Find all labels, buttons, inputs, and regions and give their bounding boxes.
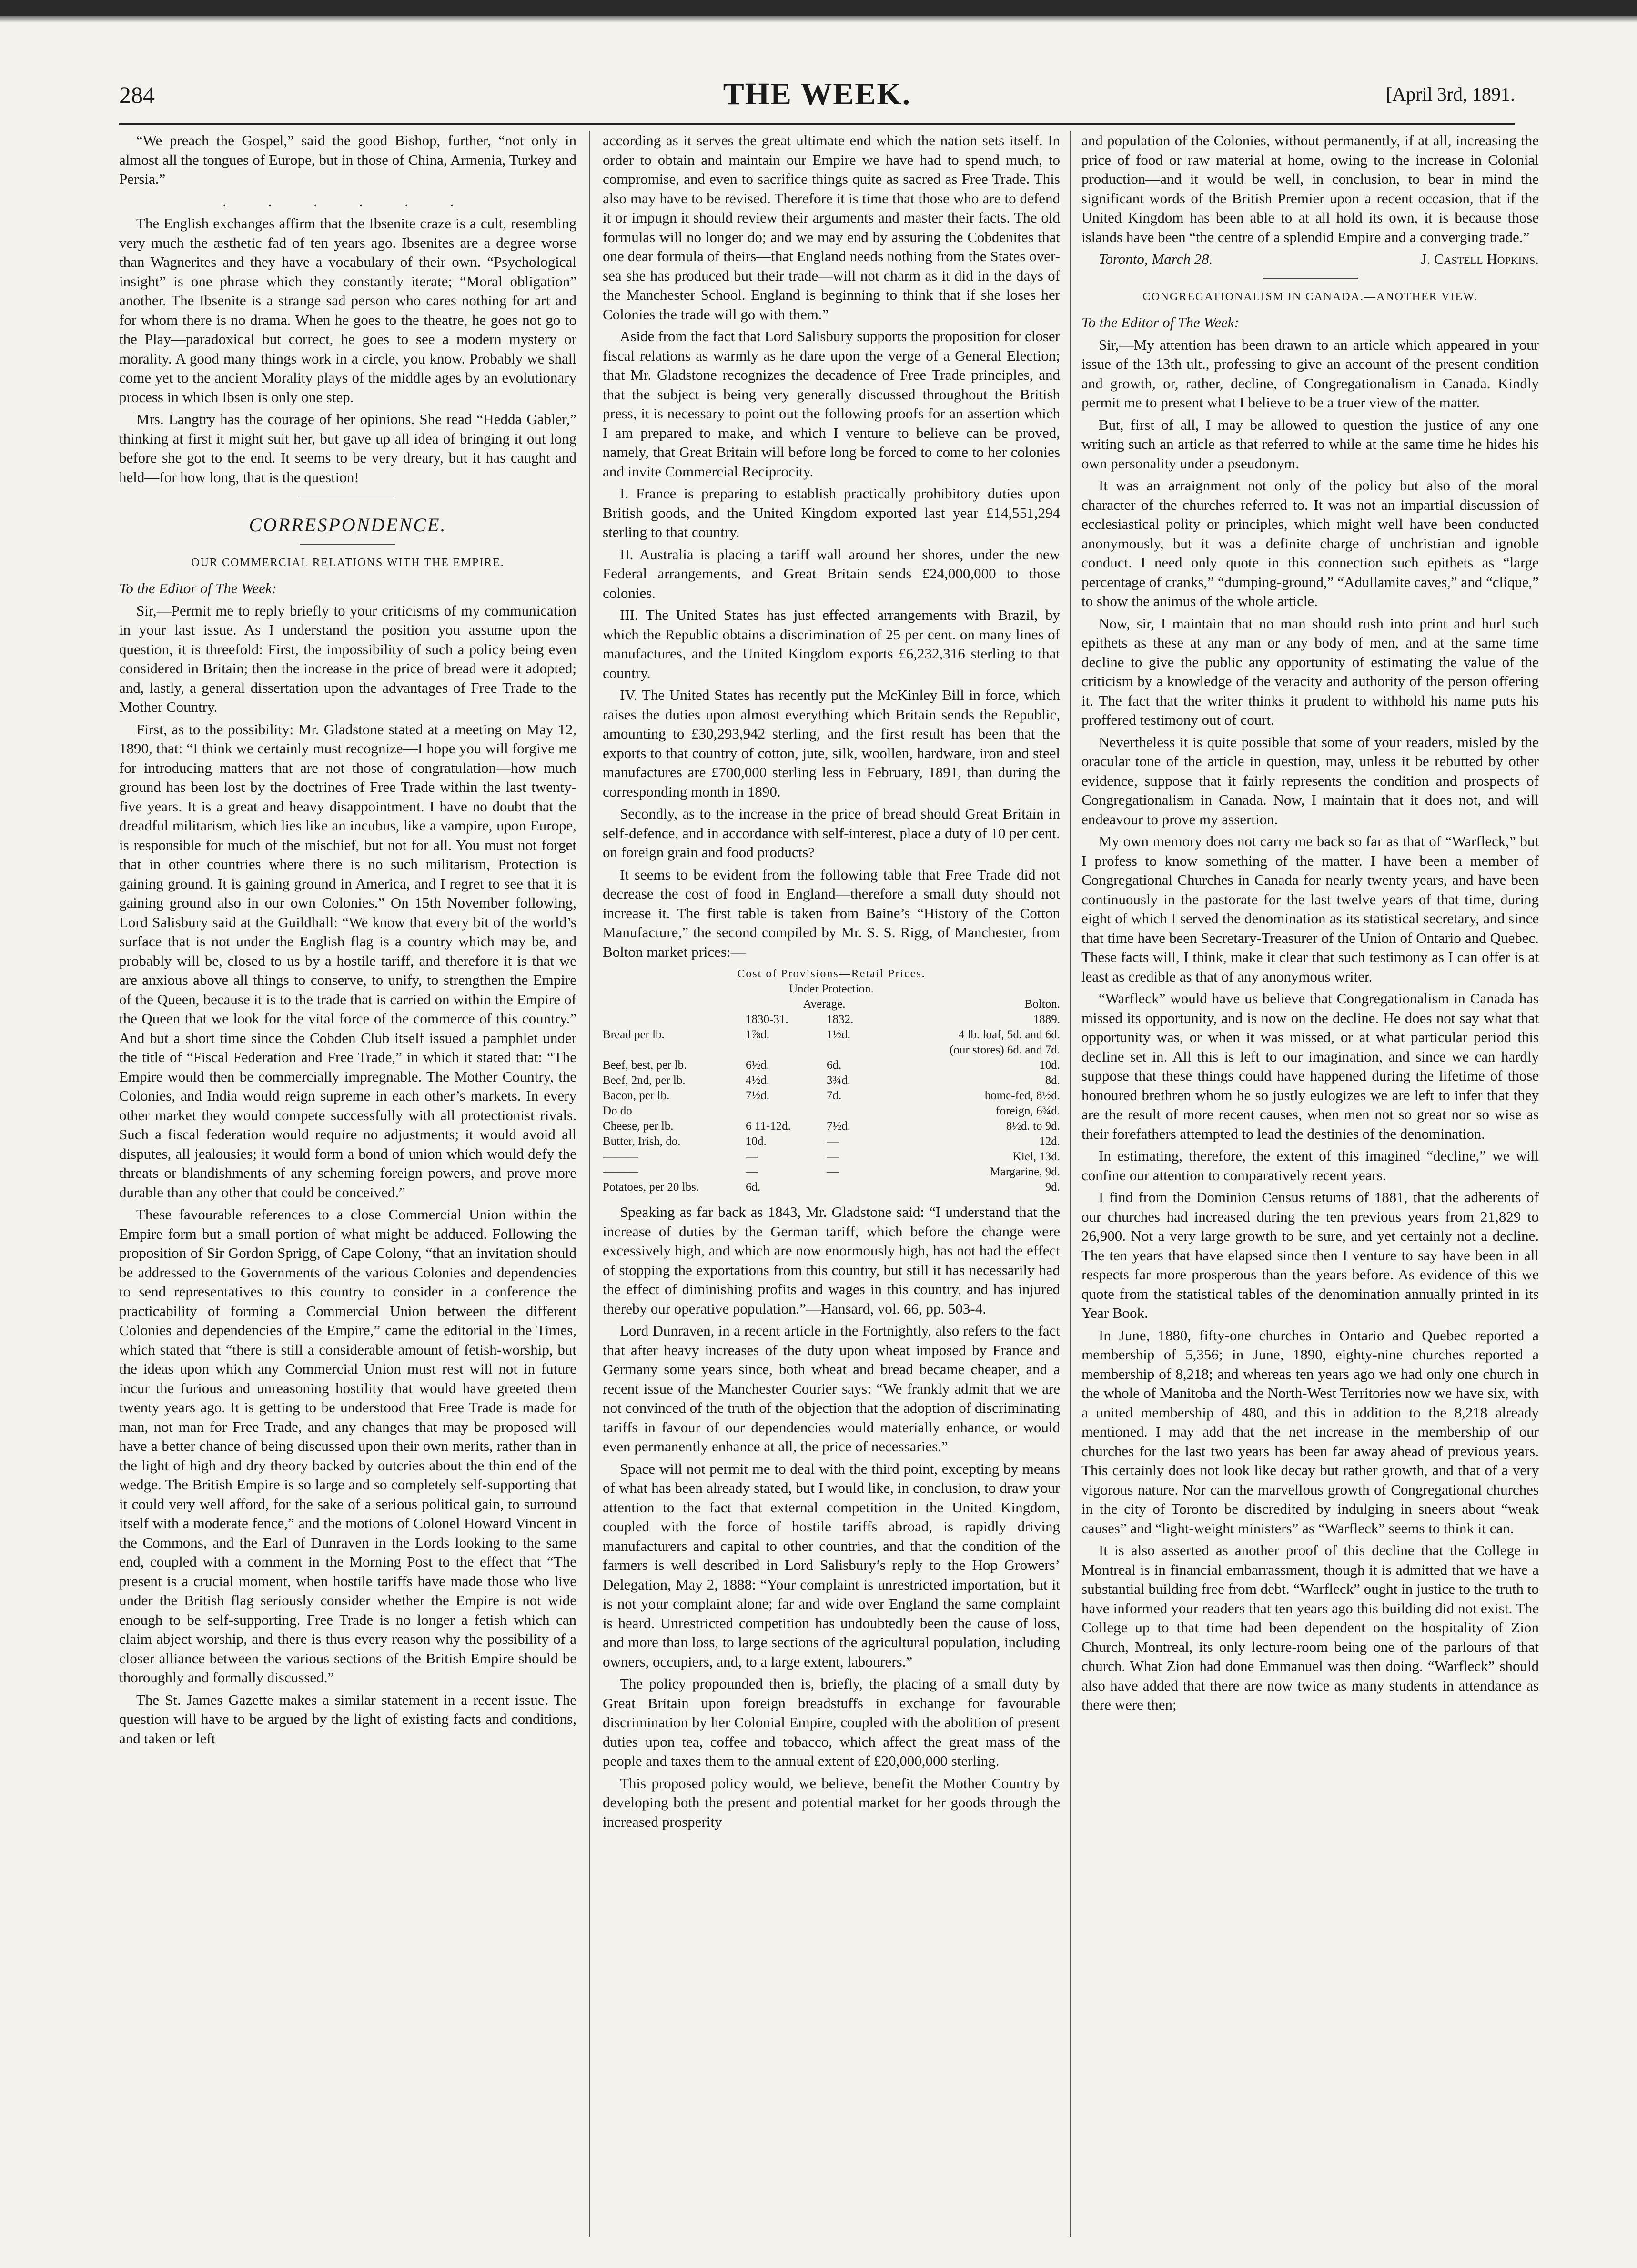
table-cell: Do do <box>603 1104 632 1117</box>
letter-paragraph: Nevertheless it is quite possible that some of your readers, misled by the oracular tone of the article in question, may, unless it be rebutted by other evidence, suppose that it fairly represents the condition and prospects of Congregationalism in Canada. Now, I maintain that it does not, and will endeavour to prove my assertion. <box>1081 733 1539 828</box>
bolton-header: Bolton. <box>1024 998 1060 1011</box>
letter-paragraph: according as it serves the great ultimate end which the nation sets itself. In order to obtain and maintain our Empire we have had to spend much, to compromise, and even to sacrifice things quite as sacred as Free Trade. This also may have to be revised. Therefore it is time that those who are to defend it or impugn it should review their arguments and master their facts. The old formulas will no longer do; and we may end by assuring the Cobdenites that one dear formula of theirs—that England needs nothing from the States over-sea she has produced but their trade—will not charm as it did in the days of the Manchester School. England is beginning to think that if she loses her Colonies the trade will go with them.” <box>603 132 1060 323</box>
letter-paragraph: This proposed policy would, we believe, benefit the Mother Country by developing both the present and potential market for her goods through the increased prosperity <box>603 1774 1060 1830</box>
table-cell: — <box>827 1135 839 1148</box>
table-cell: Bacon, per lb. <box>603 1089 670 1102</box>
table-cell <box>746 1043 827 1058</box>
table-cell: foreign, 6¾d. <box>996 1104 1060 1117</box>
letter-paragraph: Lord Dunraven, in a recent article in the Fortnightly, also refers to the fact that after heavy increases of the duty upon wheat imposed by France and Germany some years since, both wheat and bread became cheaper, and a recent issue of the Manchester Courier says: “We frankly admit that we are not convinced of the truth of the objection that the adoption of discriminating tariffs in favour of our dependencies would materially enhance, or would even permanently enhance at all, the price of necessaries.” <box>603 1322 1060 1455</box>
table-cell: — <box>746 1165 758 1178</box>
table-cell: 7d. <box>827 1089 842 1102</box>
table-row <box>603 1073 1060 1088</box>
header-rule <box>119 123 1515 125</box>
ibsen-paragraph: The English exchanges affirm that the Ibsenite craze is a cult, resembling very much the æsthetic fad of ten years ago. Ibsenites are a degree worse than Wagnerites and they have a vocabulary of their own. “Psychological insight” is one phrase which they constantly iterate; “Moral obligation” another. The Ibsenite is a strange sad person who cares nothing for art and for whom there is no drama. When he goes to the theatre, he goes not go to the Play—paradoxical but correct, he goes to see a modern mystery or morality. A good many things work in a circle, you know. Probably we shall come yet to the ancient Morality plays of the middle ages by an evolutionary process in which Ibsen is only one step. <box>119 215 576 405</box>
letter-paragraph: The policy propounded then is, briefly, the placing of a small duty by Great Britain upon foreign breadstuffs in exchange for favourable discrimination by her Colonial Empire, coupled with the abolition of present duties upon tea, coffee and tobacco, which affect the great mass of the people and taxes them to the annual extent of £20,000,000 sterling. <box>603 1675 1060 1769</box>
table-cell: 10d. <box>746 1135 767 1148</box>
table-cell <box>827 1104 903 1119</box>
letter-title: CONGREGATIONALISM IN CANADA.—ANOTHER VIEW. <box>1142 290 1478 303</box>
letter-paragraph: Sir,—Permit me to reply briefly to your criticisms of my communication in your last issue. As I understand the position you assume upon the question, it is threefold: First, the impossibility of such a policy being even considered in Britain; then the increase in the price of bread were it adopted; and, lastly, a general dissertation upon the advantages of Free Trade to the Mother Country. <box>119 602 576 715</box>
table-cell: 10d. <box>1039 1059 1060 1072</box>
letter-paragraph: III. The United States has just effected arrangements with Brazil, by which the Republic obtains a discrimination of 25 per cent. on many lines of manufactures, and the United Kingdom exports £6,232,316 sterling to that country. <box>603 607 1060 681</box>
letter-paragraph: It was an arraignment not only of the policy but also of the moral character of the churches referred to. It was not an impartial discussion of ecclesiastical polity or principles, which might well have been conducted anonymously, but it was a definite charge of unchristian and ignoble conduct. I need only quote in this connection such epithets as “large percentage of cranks,” “dumping-ground,” “Adullamite caves,” and “clique,” to show the animus of the whole article. <box>1081 477 1539 609</box>
letter-paragraph: I. France is preparing to establish practically prohibitory duties upon British goods, and the United Kingdom exported last year £14,551,294 sterling to that country. <box>603 485 1060 540</box>
letter-paragraph: In June, 1880, fifty-one churches in Ontario and Quebec reported a membership of 5,356; in June, 1890, eighty-nine churches reported a membership of 8,218; and whereas ten years ago we had only one church in the whole of Manitoba and the North-West Territories now we have six, with a united membership of 480, and this in addition to the 8,218 already mentioned. I may add that the net increase in the membership of our churches for the last two years has been far away ahead of previous years. This certainly does not look like decay but rather growth, and that of a very vigorous nature. Nor can the marvellous growth of Congregational churches in the city of Toronto be discredited by indulging in sneers about “weak causes” and “light-weight ministers” as “Warfleck” seems to think it can. <box>1081 1326 1539 1537</box>
table-cell: 1⅞d. <box>746 1028 769 1041</box>
table-cell: 8½d. to 9d. <box>1006 1120 1060 1133</box>
langtry-paragraph: Mrs. Langtry has the courage of her opinions. She read “Hedda Gabler,” thinking at first it might suit her, but gave up all idea of bringing it out long before she got to the end. It seems to be very dreary, but it has caught and held—for how long, that is the question! <box>119 411 576 486</box>
letter-paragraph: The St. James Gazette makes a similar statement in a recent issue. The question will have to be argued by the light of existing facts and conditions, and taken or left <box>119 1691 576 1747</box>
letter-paragraph: “Warfleck” would have us believe that Congregationalism in Canada has missed its opportunity, and is now on the decline. He does not say what that opportunity was, or when it was missed, or at what particular period this decline set in. All this is left to our imagination, and since we can hardly suppose that these things could have happened during the lifetime of those honoured brethren whom he so justly eulogizes we are left to infer that they are the result of more recent causes, when men not so great nor so wise as their forefathers attempted to lead the destinies of the denomination. <box>1081 990 1539 1142</box>
salutation: To the Editor of The Week: <box>1081 314 1239 331</box>
table-row <box>603 1058 1060 1073</box>
table-cell: 12d. <box>1039 1135 1060 1148</box>
letter-paragraph: It is also asserted as another proof of this decline that the College in Montreal is in financial embarrassment, though it is admitted that we have a substantial building free from debt. “Warfleck” ought in justice to the truth to have informed your readers that ten years ago this building did not exist. The College up to that time had been dependent on the hospitality of Zion Church, Montreal, its only lecture-room being one of the parlours of that church. What Zion had done Emmanuel was then doing. “Warfleck” should also have added that there are now twice as many students in attendance as there were then; <box>1081 1542 1539 1713</box>
table-cell: 6½d. <box>746 1059 769 1072</box>
table-row <box>603 1104 1060 1119</box>
table-cell <box>603 1043 746 1058</box>
table-cell: — <box>827 1165 839 1178</box>
top-scan-fade <box>0 16 1637 23</box>
table-row <box>603 1134 1060 1149</box>
table-body <box>603 1027 1060 1195</box>
table-cell: 7½d. <box>746 1089 769 1102</box>
letter-paragraph: First, as to the possibility: Mr. Gladstone stated at a meeting on May 12, 1890, that: “I think we certainly must recognize—I hope you will forgive me for introducing matters that are not those of congratulation—how much ground has been lost by the doctrines of Free Trade within the last twenty-five years. It is a great and heavy disappointment. I have no doubt that the dreadful militarism, which lies like an incubus, like a vampire, upon Europe, is responsible for much of the mischief, but not for all. You must not forget that in other countries where there is no such militarism, Protection is gaining ground. It is gaining ground in America, and I regret to see that it is gaining ground also in our own Colonies.” On 15th November following, Lord Salisbury said at the Guildhall: “We know that every bit of the world’s surface that is not under the English flag is a country which may be, and probably will be, closed to us by a hostile tariff, and therefore it is that we are anxious above all things to conserve, to unify, to strengthen the Empire of the Queen, because it is to the trade that is carried on within the Empire of the Queen that we look for the vital force of the commerce of this country.” And but a short time since the Cobden Club itself issued a pamphlet under the title of “Fiscal Federation and Free Trade,” in which it stated that: “The Empire would then be commercially impregnable. The Mother Country, the Colonies, and India would reign supreme in each other’s markets. In every other market they would compete successfully with all protectionist rivals. Such a fiscal federation would require no adjustments; it would avoid all disputes, all jealousies; it would form a bond of union which would defy the threats or blandishments of any scheming foreign powers, and prove more durable than any other that could be conceived.” <box>119 720 576 1201</box>
letter-paragraph: IV. The United States has recently put the McKinley Bill in force, which raises the duties upon almost everything which Britain sends the Republic, amounting to £30,293,942 sterling, and the first result has been that the exports to that country of cotton, jute, silk, woollen, hardware, iron and steel manufactures are £700,000 sterling less in February, 1891, than during the corresponding month in 1890. <box>603 687 1060 800</box>
issue-date: [April 3rd, 1891. <box>1385 83 1515 105</box>
table-cell: Butter, Irish, do. <box>603 1135 681 1148</box>
letter-paragraph: In estimating, therefore, the extent of this imagined “decline,” we will confine our attention to comparatively recent years. <box>1081 1147 1539 1184</box>
table-cell: 9d. <box>1045 1181 1060 1194</box>
column-1 <box>119 131 576 2237</box>
letter-paragraph: But, first of all, I may be allowed to question the justice of any one writing such an article as that referred to while at the same time he hides his own personality under a pseudonym. <box>1081 416 1539 472</box>
letter-paragraph: II. Australia is placing a tariff wall around her shores, under the new Federal arrangements, and Great Britain sends £24,000,000 to those colonies. <box>603 546 1060 601</box>
letter-paragraph: Aside from the fact that Lord Salisbury supports the proposition for closer fiscal relations as warmly as he dare upon the verge of a General Election; that Mr. Gladstone recognizes the decadence of Free Trade principles, and that the subject is being very generally discussed throughout the British press, it is necessary to point out the following proofs for an assertion which I am prepared to make, and which I venture to believe can be proved, namely, that Great Britain will before long be forced to come to her colonies and invite Commercial Reciprocity. <box>603 328 1060 480</box>
letter-paragraph: Now, sir, I maintain that no man should rush into print and hurl such epithets as these at any man or any body of men, and at the same time decline to give the public any opportunity of estimating the value of the criticism by a knowledge of the veracity and authority of the person offering it. The fact that the writer thinks it prudent to withhold his name puts his proffered testimony out of court. <box>1081 615 1539 728</box>
provisions-table <box>603 966 1060 1195</box>
page-number: 284 <box>119 81 155 108</box>
table-row <box>603 1149 1060 1164</box>
section-rule <box>300 544 395 545</box>
table-cell: Potatoes, per 20 lbs. <box>603 1181 699 1194</box>
table-cell: 1½d. <box>827 1028 850 1041</box>
letter-paragraph: It seems to be evident from the following table that Free Trade did not decrease the cost of food in England—therefore a small duty should not increase it. The first table is taken from Baine’s “History of the Cotton Manufacture,” the second compiled by Mr. S. S. Rigg, of Manchester, from Bolton market prices:— <box>603 866 1060 960</box>
table-row <box>603 1027 1060 1043</box>
table-cell <box>827 1043 903 1058</box>
table-cell: Beef, best, per lb. <box>603 1059 687 1072</box>
table-row <box>603 1043 1060 1058</box>
table-row <box>603 1088 1060 1104</box>
table-years-row <box>603 1012 1060 1027</box>
bishop-quote: “We preach the Gospel,” said the good Bishop, further, “not only in almost all the tongues of Europe, but in those of China, Armenia, Turkey and Persia.” <box>119 132 576 187</box>
table-cell: 6d. <box>827 1059 842 1072</box>
letter-paragraph: and population of the Colonies, without permanently, if at all, increasing the price of food or raw material at home, owing to the increase in Colonial production—and it would be well, in conclusion, to bear in mind the significant words of the British Premier upon a recent occasion, that if the United Kingdom has been able to at all hold its own, it is because those islands have been “the centre of a splendid Empire and a converging trade.” <box>1081 132 1539 245</box>
table-cell: — <box>827 1150 839 1163</box>
letter-paragraph: These favourable references to a close Commercial Union within the Empire form but a small portion of what might be adduced. Following the proposition of Sir Gordon Sprigg, of Cape Colony, “that an invitation should be addressed to the Governments of the various Colonies and dependencies to send representatives to this country to consider in a conference the practicability of forming a Commercial Union between the different Colonies and dependencies of the Empire,” came the editorial in the Times, which stated that “there is still a considerable amount of fetish-worship, but the ideas upon which any Commercial Union must rest will not in future incur the furious and unreasoning hostility that would have greeted them twenty years ago. It is getting to be understood that Free Trade is made for man, not man for Free Trade, and any changes that may be proposed will have a better chance of being discussed upon their own merits, rather than in the light of high and dry theory backed by outcries about the thin end of the wedge. The British Empire is so large and so completely self-supporting that it could very well afford, for the sake of a serious political gain, to surround itself with a moderate fence,” and the motions of Colonel Howard Vincent in the Commons, and the Earl of Dunraven in the Lords looking to the same end, coupled with a comment in the Morning Post to the effect that “The present is a crucial moment, when hostile tariffs have made those who live under the British flag seriously consider whether the Empire is not wide enough to be self-supporting. Free Trade is no longer a fetish which can claim abject worship, and there is thus every reason why the possibility of a closer alliance between the various sections of the British Empire should be thoroughly and formally discussed.” <box>119 1206 576 1686</box>
table-cell: 4½d. <box>746 1074 769 1087</box>
section-rule <box>1263 278 1358 279</box>
table-cell: ——— <box>603 1165 638 1178</box>
table-subtitle: Under Protection. <box>789 982 874 995</box>
table-row <box>603 1119 1060 1134</box>
table-cell: Kiel, 13d. <box>1012 1150 1060 1163</box>
ellipsis-dots: . . . . . . <box>222 192 473 210</box>
table-cell: 6d. <box>746 1181 761 1194</box>
table-cell <box>746 1104 827 1119</box>
letter-title: OUR COMMERCIAL RELATIONS WITH THE EMPIRE. <box>191 556 505 569</box>
year-cell: 1832. <box>827 1013 854 1026</box>
top-scan-strip <box>0 0 1637 16</box>
page-header <box>119 76 1515 119</box>
table-title: Cost of Provisions—Retail Prices. <box>737 968 926 980</box>
letter-paragraph: My own memory does not carry me back so far as that of “Warfleck,” but I profess to know something of the matter. I have been a member of Congregational Churches in Canada for nearly twenty years, and have been continuously in the pastorate for the last twelve years of that time, during eight of which I served the denomination as its statistical secretary, and since that time have been Secretary-Treasurer of the Union of Ontario and Quebec. These facts will, I think, make it clear that such testimony as I can offer is at least as credible as that of any anonymous writer. <box>1081 833 1539 985</box>
table-cell: Margarine, 9d. <box>990 1165 1060 1178</box>
column-3 <box>1081 131 1539 2237</box>
place-date: Toronto, March 28. <box>1099 251 1213 267</box>
table-cell: Bread per lb. <box>603 1028 665 1041</box>
table-cell: — <box>746 1150 758 1163</box>
column-divider <box>589 131 590 2237</box>
table-cell: (our stores) 6d. and 7d. <box>950 1043 1060 1056</box>
table-header-row <box>603 997 1060 1012</box>
year-cell: 1830-31. <box>746 1013 788 1026</box>
letter-paragraph: Sir,—My attention has been drawn to an article which appeared in your issue of the 13th ult., professing to give an account of the present condition and growth, or, rather, decline, of Congregationalism in Canada. Kindly permit me to present what I believe to be a truer view of the matter. <box>1081 336 1539 411</box>
letter-paragraph: Secondly, as to the increase in the price of bread should Great Britain in self-defence, and in accordance with self-interest, place a duty of 10 per cent. on foreign grain and food products? <box>603 805 1060 861</box>
table-row <box>603 1180 1060 1195</box>
table-cell: Beef, 2nd, per lb. <box>603 1074 686 1087</box>
column-2 <box>603 131 1060 2237</box>
signature: J. Castell Hopkins. <box>1421 251 1539 267</box>
table-cell: ——— <box>603 1150 638 1163</box>
table-cell <box>827 1180 903 1195</box>
table-cell: 8d. <box>1045 1074 1060 1087</box>
table-row <box>603 1164 1060 1180</box>
salutation: To the Editor of The Week: <box>119 580 277 597</box>
table-cell: home-fed, 8½d. <box>984 1089 1060 1102</box>
signature-line <box>1081 250 1539 269</box>
average-header: Average. <box>803 998 846 1011</box>
letter-paragraph: Speaking as far back as 1843, Mr. Gladstone said: “I understand that the increase of duties by the German tariff, which before the change were excessively high, and which are now enormously high, has not had the effect of stopping the exportations from this country, but still it has necessarily had the effect of diminishing profits and wages in this country, and has injured thereby our operative population.”—Hansard, vol. 66, pp. 503-4. <box>603 1204 1060 1317</box>
column-divider <box>1070 131 1071 2237</box>
table-cell: 4 lb. loaf, 5d. and 6d. <box>958 1028 1060 1041</box>
letter-paragraph: I find from the Dominion Census returns of 1881, that the adherents of our churches had increased during the ten previous years from 21,829 to 26,900. Not a very large growth to be sure, and yet certainly not a decline. The ten years that have elapsed since then I venture to say have been in all respects far more prosperous than the years before. As evidence of this we quote from the statistical tables of the denomination annually printed in its Year Book. <box>1081 1189 1539 1321</box>
section-heading: CORRESPONDENCE. <box>249 514 447 536</box>
newspaper-title: THE WEEK. <box>723 77 911 111</box>
table-cell: 6 11-12d. <box>746 1120 791 1133</box>
letter-paragraph: Space will not permit me to deal with the third point, excepting by means of what has been already stated, but I would like, in conclusion, to draw your attention to the fact that external competition in the United Kingdom, coupled with the force of hostile tariffs abroad, is rapidly driving manufacturers and capital to other countries, and that the condition of the farmers is well described in Lord Salisbury’s reply to the Hop Growers’ Delegation, May 2, 1888: “Your complaint is unrestricted importation, but it is not your complaint alone; far and wide over England the same complaint is heard. Unrestricted competition has undoubtedly been the cause of loss, and more than loss, to large sections of the agricultural population, including owners, occupiers, and, to a large extent, labourers.” <box>603 1460 1060 1670</box>
table-cell: 3¾d. <box>827 1074 850 1087</box>
table-cell: Cheese, per lb. <box>603 1120 674 1133</box>
table-cell: 7½d. <box>827 1120 850 1133</box>
year-cell: 1889. <box>1033 1013 1060 1026</box>
